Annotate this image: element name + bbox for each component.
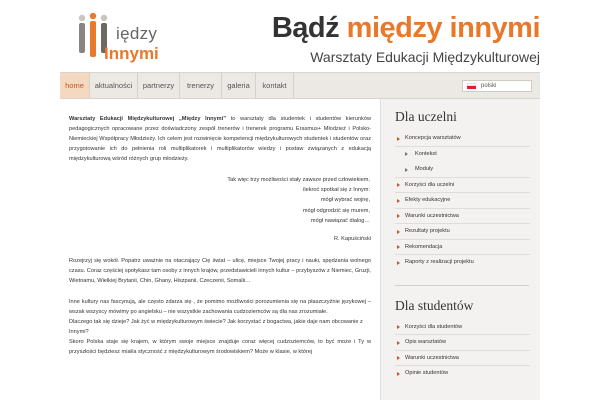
sidebar-item-opis[interactable] <box>395 335 530 351</box>
sidebar-title-uczelni: Dla uczelni <box>395 109 457 124</box>
arrow-bullet-icon <box>397 137 400 141</box>
sidebar-item-label: Rezultaty projektu <box>405 228 450 234</box>
sidebar-item-label: Opis warsztatów <box>405 339 447 345</box>
polish-flag-icon <box>467 83 476 89</box>
quote <box>69 175 371 226</box>
arrow-bullet-icon <box>397 214 400 218</box>
arrow-bullet-icon <box>397 325 400 329</box>
sidebar-subitem-moduly[interactable] <box>395 162 530 178</box>
sidebar-item-label: Koncepcja warsztatów <box>405 135 461 141</box>
logo[interactable] <box>76 12 176 64</box>
quote-line: mógł wybrać wojnę, <box>320 197 370 204</box>
sidebar-item-opinie[interactable] <box>395 366 530 382</box>
paragraph-4: Dlaczego tak się dzieje? Jak żyć w międzykulturowym świecie? Jak korzystać z bogactwa, jakie daje nam obcowanie z Innymi? <box>69 319 363 336</box>
tagline-subtitle: Warsztaty Edukacji Międzykulturowej <box>310 49 540 65</box>
sidebar-item-label: Rekomendacja <box>405 243 443 250</box>
sidebar-item-efekty[interactable] <box>395 193 530 209</box>
arrow-bullet-icon <box>397 183 400 187</box>
sidebar-list-studentow <box>395 320 540 382</box>
arrow-bullet-icon <box>397 356 400 360</box>
quote-line: mógł odgrodzić się murem, <box>302 207 370 214</box>
paragraph-2: Rozejrzyj się wokół. Popatrz uważnie na otaczający Cię świat – ulicę, miejsce Twojej pracy i nauki, spędzania wolnego czasu. Coraz częściej spotykasz tam osoby z innych krajów, przedstawicieli innych kultur – przybyszów z Niemiec, Gruzji, Wietnamu, Wielkiej Brytanii, Chin, Ghany, Hiszpanii, Czeczenii, Somalii… <box>69 258 371 285</box>
sidebar-title-studentow: Dla studentów <box>395 297 474 313</box>
intro-text: to warsztaty dla studentek i studentów kierunków pedagogicznych opracowane przez doświadczony zespół trenerów i trenerek programu Erasmus+ Młodzież i Polsko-Niemieckiej Współpracy Młodzieży. Ich celem jest rozwinięcie kompetencji międzykulturowych studentek i studentów oraz przygotowanie ich do pełnienia roli multiplikatorek i multiplikatorów wiedzy i postaw związanych z edukacją międzykulturową wśród różnych grup młodzieży. <box>69 116 371 162</box>
arrow-bullet-icon <box>397 230 400 234</box>
sidebar-item-korzysci-uczelni[interactable] <box>395 178 530 194</box>
sidebar-item-koncepcja[interactable] <box>395 131 530 147</box>
sidebar-item-label: Warunki uczestnictwa <box>405 354 459 361</box>
sidebar-item-label: Kontekst <box>415 150 437 157</box>
sidebar-item-rezultaty[interactable] <box>395 224 530 240</box>
arrow-bullet-icon <box>405 168 408 172</box>
logo-text-top: iędzy <box>116 24 158 43</box>
nav-item-partnerzy[interactable]: partnerzy <box>138 73 180 98</box>
sidebar-divider <box>395 285 529 286</box>
tagline-dark: Bądź <box>271 12 347 44</box>
arrow-bullet-icon <box>397 199 400 203</box>
site-header <box>0 0 600 72</box>
arrow-bullet-icon <box>397 245 400 249</box>
intro-paragraph <box>69 114 371 164</box>
logo-text-bottom: Innymi <box>104 44 159 63</box>
sidebar-item-warunki-uczelni[interactable] <box>395 209 530 225</box>
quote-line: ilekroć spotkał się z Innym: <box>303 187 370 194</box>
quote-line: mógł nawiązać dialog… <box>310 217 370 224</box>
quote-line: Tak więc trzy możliwości stały zawsze przed człowiekiem, <box>227 177 370 183</box>
sidebar-item-label: Korzyści dla studentów <box>405 323 463 330</box>
language-select[interactable] <box>462 80 532 92</box>
sidebar-list-uczelni <box>395 131 540 271</box>
sidebar-item-korzysci-studentow[interactable] <box>395 320 530 336</box>
nav-item-kontakt[interactable]: kontakt <box>256 73 294 98</box>
quote-author: R. Kapuściński <box>334 236 371 243</box>
sidebar-subitem-kontekst[interactable] <box>395 147 530 163</box>
nav-item-home[interactable]: home <box>60 73 90 98</box>
arrow-bullet-icon <box>405 152 408 156</box>
nav-item-galeria[interactable]: galeria <box>222 73 256 98</box>
tagline <box>272 12 540 45</box>
sidebar-item-label: Moduły <box>415 166 434 172</box>
main-nav <box>60 72 540 99</box>
arrow-bullet-icon <box>397 341 400 345</box>
sidebar-item-label: Warunki uczestnictwa <box>405 212 459 219</box>
arrow-bullet-icon <box>397 372 400 376</box>
sidebar-item-label: Korzyści dla uczelni <box>405 181 455 188</box>
sidebar-item-raporty[interactable] <box>395 255 530 271</box>
paragraph-3: Inne kultury nas fascynują, ale często zdarza się , że pomimo możliwości porozumienia się na płaszczyźnie językowej – wszak wszyscy mówimy po angielsku – nie wszystkie zachowania cudzoziemców są dla nas zrozumiałe. <box>69 299 371 316</box>
sidebar-item-label: Opinie studentów <box>405 370 449 376</box>
paragraph-5: Skoro Polska staje się krajem, w którym swoje miejsce znajduje coraz więcej cudzoziemców, to być może i Ty w przyszłości będziesz miał/a styczność z międzykulturowym środowiskiem? Może w klasie, w której <box>69 339 371 356</box>
sidebar-item-rekomendacja[interactable] <box>395 240 530 256</box>
sidebar-item-label: Raporty z realizacji projektu <box>405 259 474 265</box>
nav-item-aktualnosci[interactable]: aktualności <box>90 73 138 98</box>
intro-bold: Warsztaty Edukacji Międzykulturowej „Między Innymi” <box>69 116 226 122</box>
language-label: polski <box>481 83 497 89</box>
nav-item-trenerzy[interactable]: trenerzy <box>180 73 222 98</box>
sidebar <box>380 99 540 400</box>
tagline-orange: między innymi <box>346 12 540 44</box>
main-content <box>60 99 380 400</box>
sidebar-item-label: Efekty edukacyjne <box>405 197 451 203</box>
arrow-bullet-icon <box>397 261 400 265</box>
sidebar-item-warunki-studentow[interactable] <box>395 351 530 367</box>
